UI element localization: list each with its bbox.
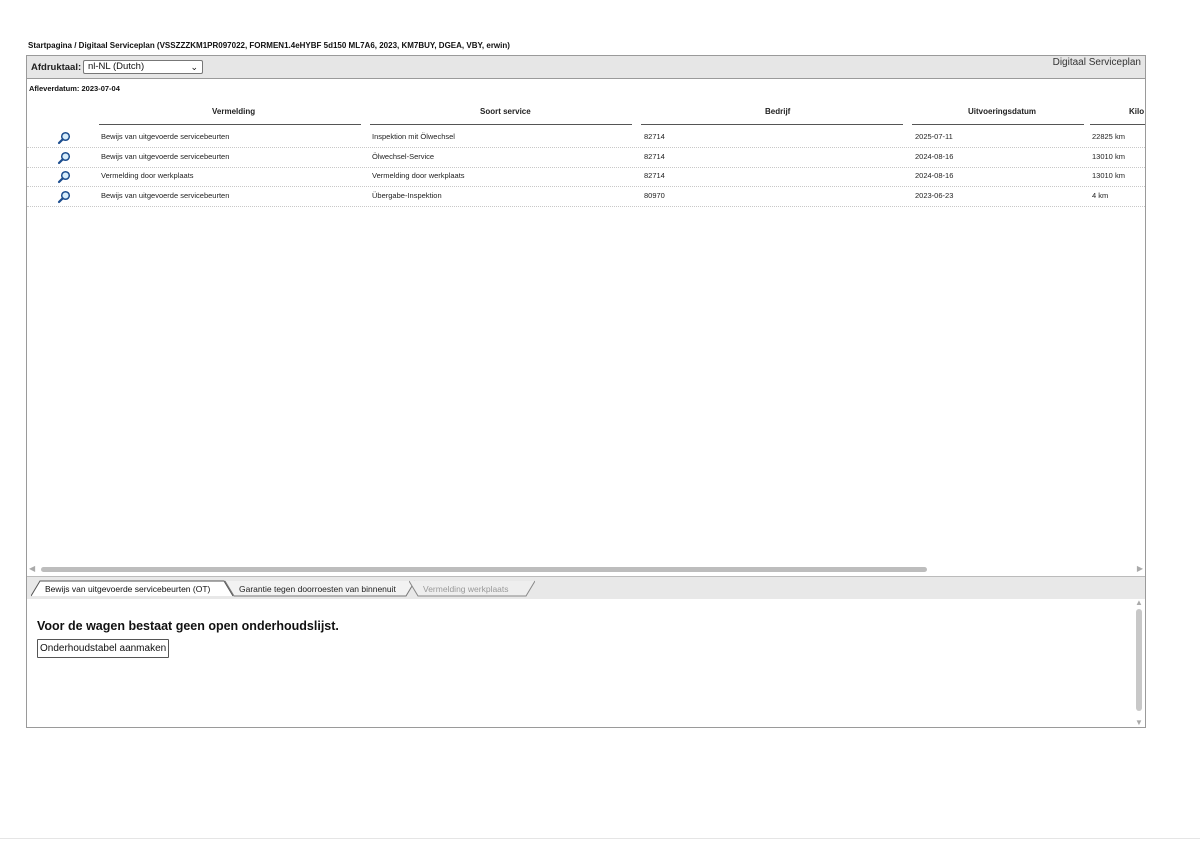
header-underline [641, 124, 903, 125]
chevron-down-icon: ⌄ [190, 62, 198, 72]
print-language-select[interactable] [83, 60, 203, 74]
header-underline [1090, 124, 1145, 125]
tab-workshop-note [409, 580, 535, 596]
no-maintenance-list-message: Voor de wagen bestaat geen open onderhoudslijst. [37, 619, 339, 633]
table-row[interactable] [27, 187, 1145, 207]
header-underline [370, 124, 632, 125]
maintenance-panel [27, 599, 1145, 727]
cell-vermelding: Bewijs van uitgevoerde servicebeurten [101, 132, 230, 141]
table-row[interactable] [27, 148, 1145, 168]
horizontal-scrollbar[interactable] [29, 564, 1145, 574]
tab-rust-warranty-label: Garantie tegen doorroesten van binnenuit [239, 584, 396, 594]
header-underline [99, 124, 361, 125]
print-language-label: Afdruktaal: [31, 62, 82, 73]
cell-soort-service: Inspektion mit Ölwechsel [372, 132, 455, 141]
column-header-uitvoeringsdatum[interactable]: Uitvoeringsdatum [968, 107, 1037, 116]
scroll-right-icon[interactable]: ▶ [1136, 564, 1143, 573]
cell-vermelding: Bewijs van uitgevoerde servicebeurten [101, 152, 230, 161]
delivery-date: Afleverdatum: 2023-07-04 [29, 84, 120, 93]
divider [0, 838, 1200, 839]
cell-uitvoeringsdatum: 2025-07-11 [915, 132, 953, 141]
table-row[interactable] [27, 128, 1145, 148]
scroll-up-icon[interactable]: ▲ [1135, 598, 1143, 607]
create-maintenance-table-button[interactable]: Onderhoudstabel aanmaken [37, 639, 169, 658]
cell-soort-service: Übergabe-Inspektion [372, 191, 442, 200]
cell-uitvoeringsdatum: 2024-08-16 [915, 171, 954, 180]
tab-workshop-note-label: Vermelding werkplaats [423, 584, 509, 594]
cell-vermelding: Vermelding door werkplaats [101, 171, 194, 180]
cell-soort-service: Ölwechsel-Service [372, 152, 435, 161]
cell-bedrijf: 82714 [644, 152, 665, 161]
cell-vermelding: Bewijs van uitgevoerde servicebeurten [101, 191, 230, 200]
header-underline [912, 124, 1084, 125]
cell-uitvoeringsdatum: 2023-06-23 [915, 191, 954, 200]
service-plan-window [26, 55, 1146, 728]
tab-rust-warranty[interactable] [225, 580, 415, 596]
breadcrumb: Startpagina / Digitaal Serviceplan (VSSZZZKM1PR097022, FORMEN1.4eHYBF 5d150 ML7A6, 2023, KM7BUY, DGEA, VBY, erwin) [28, 41, 510, 50]
column-header-vermelding[interactable]: Vermelding [212, 107, 256, 116]
tab-service-proof-label: Bewijs van uitgevoerde servicebeurten (OT) [45, 584, 211, 594]
table-row[interactable] [27, 167, 1145, 187]
cell-bedrijf: 82714 [644, 132, 665, 141]
cell-bedrijf: 82714 [644, 171, 665, 180]
app-title: Digitaal Serviceplan [1052, 57, 1141, 68]
cell-kilometer: 22825 km [1092, 132, 1125, 141]
cell-kilometer: 13010 km [1092, 152, 1125, 161]
cell-soort-service: Vermelding door werkplaats [372, 171, 465, 180]
print-language-value: nl-NL (Dutch) [88, 61, 145, 72]
cell-kilometer: 13010 km [1092, 171, 1125, 180]
column-header-kilometer[interactable]: Kilo [1129, 107, 1145, 116]
vertical-scrollbar[interactable] [1133, 599, 1145, 727]
column-header-soort-service[interactable]: Soort service [480, 107, 531, 116]
magnifier-icon[interactable] [57, 131, 71, 145]
scroll-down-icon[interactable]: ▼ [1135, 718, 1143, 727]
cell-bedrijf: 80970 [644, 191, 665, 200]
scrollbar-thumb[interactable] [41, 567, 927, 572]
magnifier-icon[interactable] [57, 190, 71, 204]
tab-bar [27, 576, 1145, 600]
scrollbar-thumb[interactable] [1136, 609, 1142, 711]
toolbar [27, 56, 1145, 79]
magnifier-icon[interactable] [57, 170, 71, 184]
table-header [27, 100, 1145, 126]
tab-service-proof[interactable] [31, 580, 233, 596]
scroll-left-icon[interactable]: ◀ [29, 564, 36, 573]
cell-kilometer: 4 km [1092, 191, 1109, 200]
cell-uitvoeringsdatum: 2024-08-16 [915, 152, 954, 161]
column-header-bedrijf[interactable]: Bedrijf [765, 107, 791, 116]
magnifier-icon[interactable] [57, 151, 71, 165]
